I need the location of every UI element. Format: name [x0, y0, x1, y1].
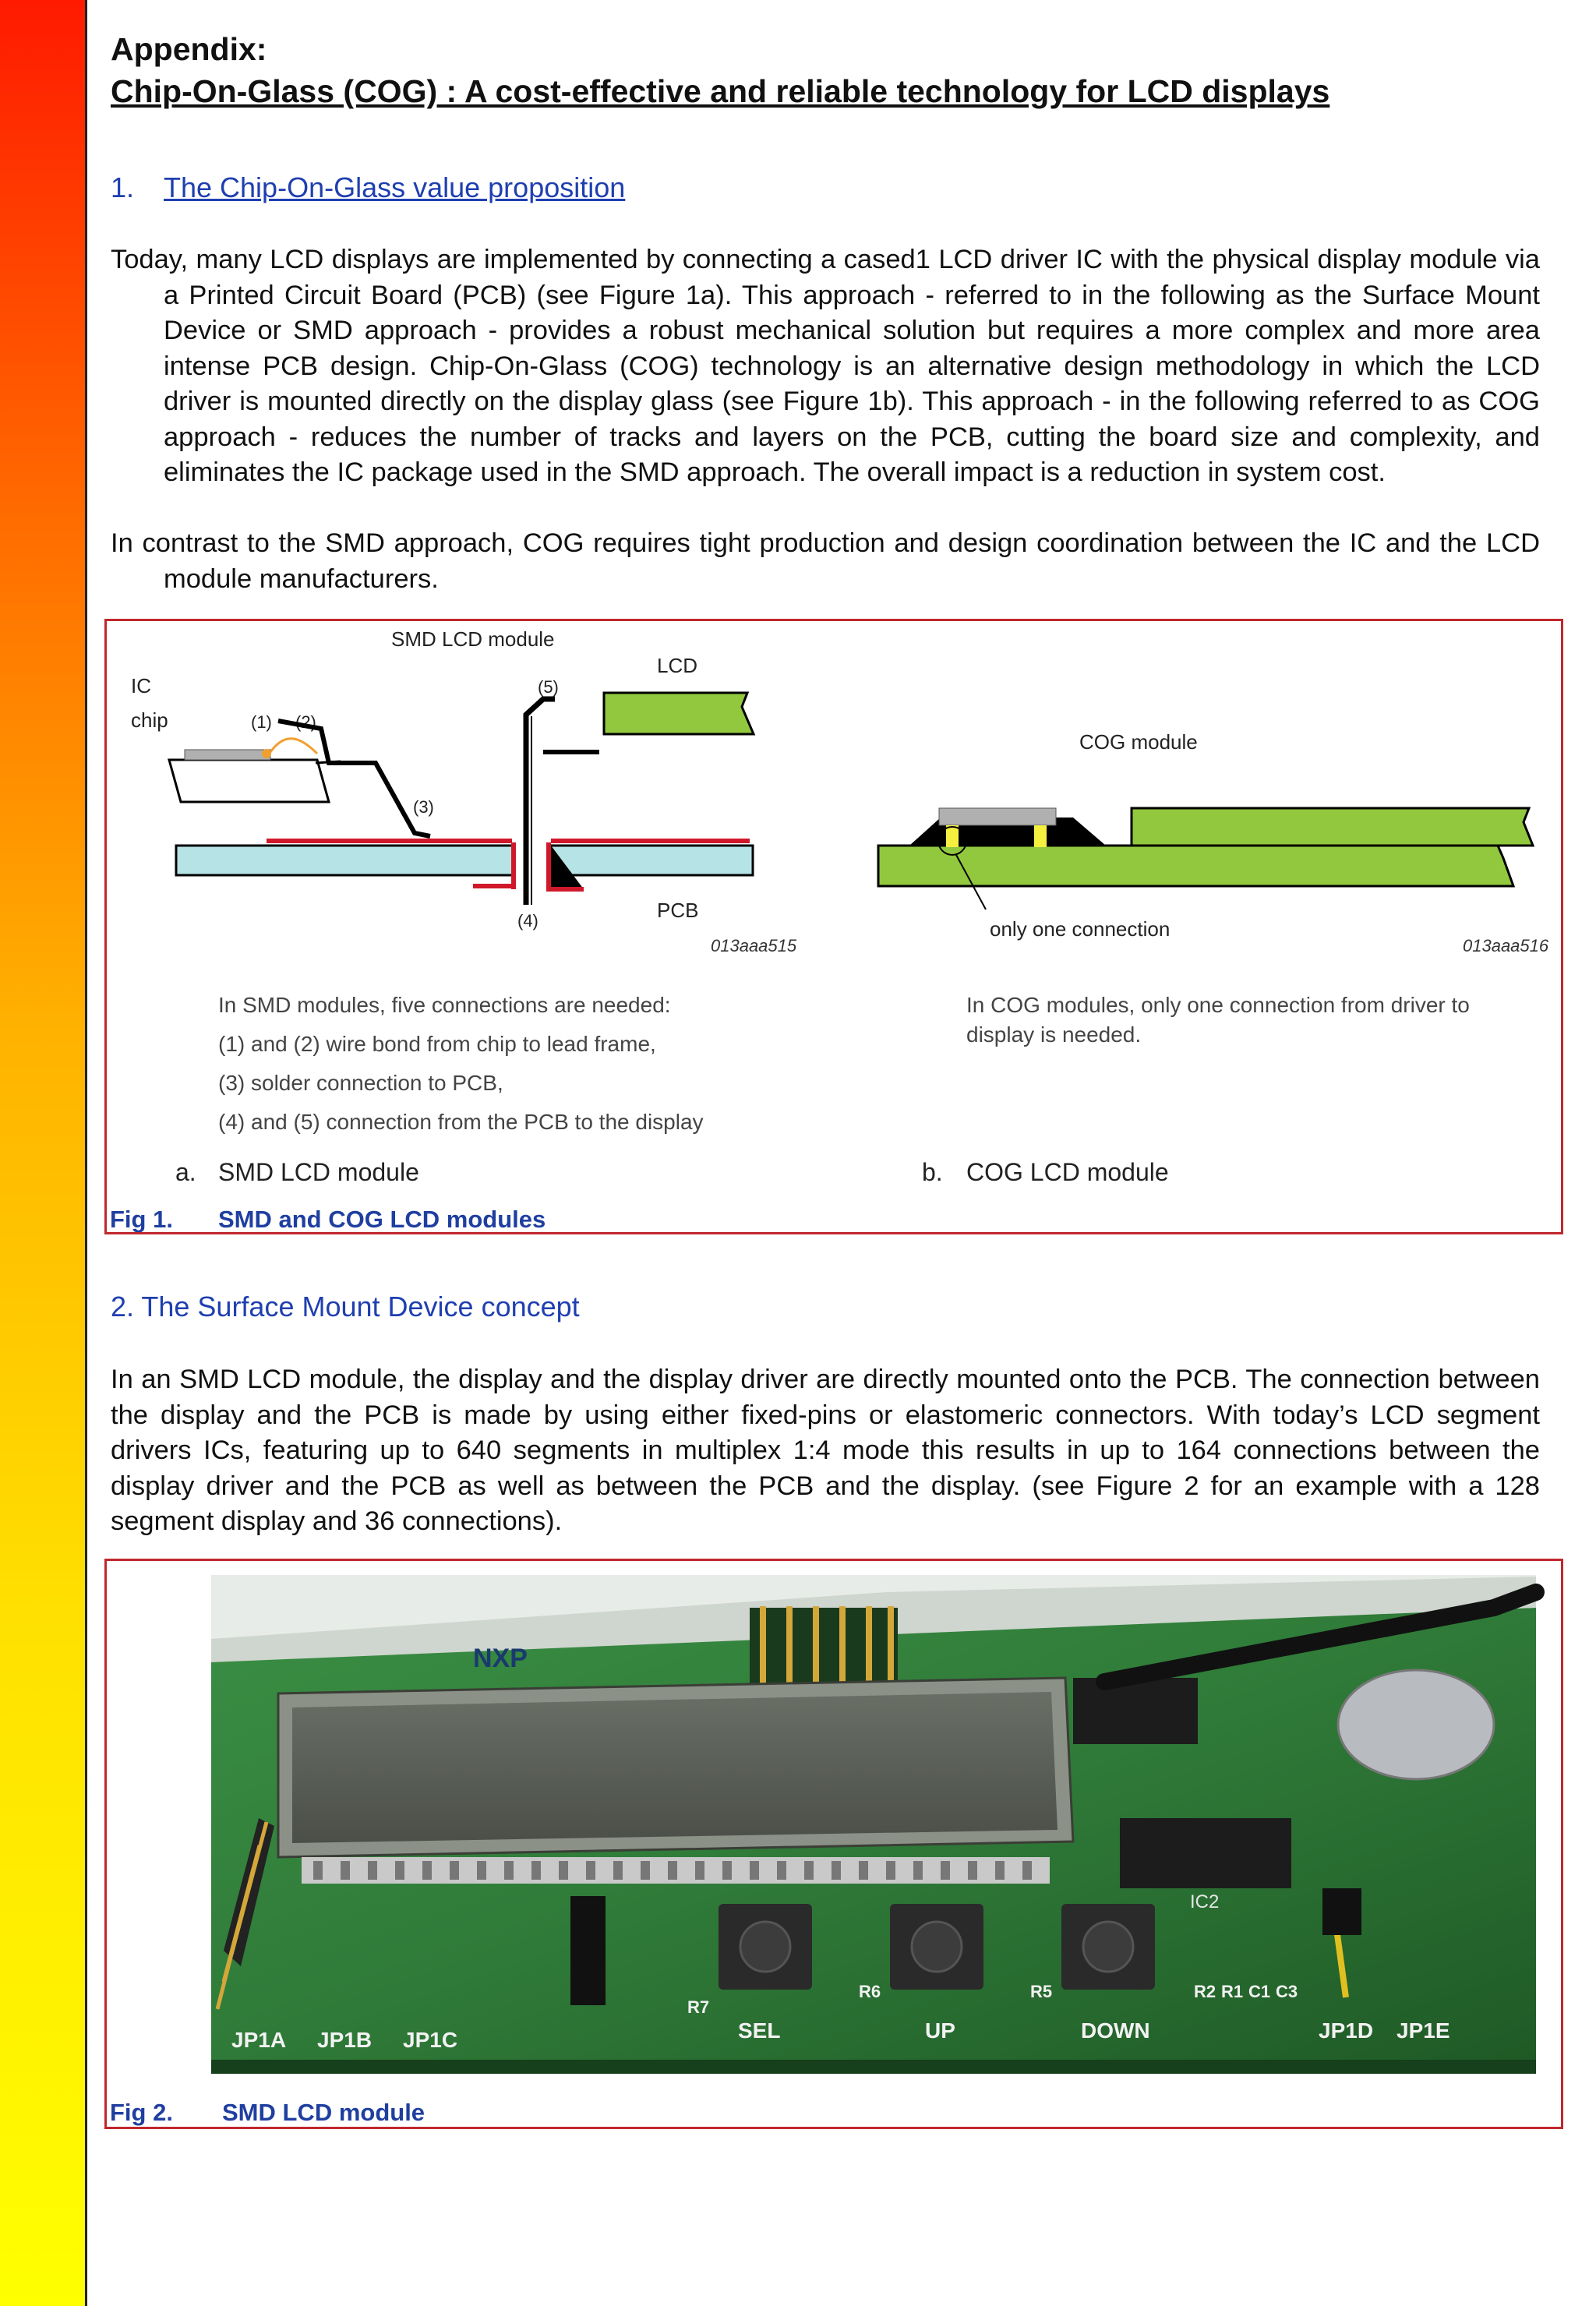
figure-code-b: 013aaa516 [1463, 936, 1549, 955]
board-logo: NXP [473, 1644, 528, 1673]
figure-1 [104, 619, 1563, 1234]
section-1-number: 1. [111, 171, 135, 203]
resistor-label-r5: R5 [1030, 1982, 1053, 2001]
jumper-block-right [1322, 1888, 1361, 1935]
document-title: Chip-On-Glass (COG) : A cost-effective and reliable technology for LCD displays [111, 73, 1330, 109]
figure-2-photo [107, 1561, 1561, 2127]
figure-2 [104, 1559, 1563, 2129]
figure-1-number: Fig 1. [110, 1206, 173, 1232]
subfigure-b-letter: b. [922, 1158, 943, 1186]
jumper-label-jp1a: JP1A [231, 2028, 287, 2052]
jumper-label-jp1b: JP1B [317, 2028, 373, 2052]
resistor-label-r7: R7 [687, 1997, 710, 2017]
button-down-graphic [1061, 1904, 1155, 1990]
smd-note-line-4: (4) and (5) connection from the PCB to the display [218, 1110, 704, 1134]
appendix-label: Appendix: [111, 31, 267, 67]
figure-1-diagram [107, 621, 1561, 1232]
part-label-c1: C1 [1248, 1982, 1271, 2001]
section-1-heading-link[interactable]: The Chip-On-Glass value proposition [164, 171, 626, 203]
part-label-c3: C3 [1276, 1982, 1298, 2001]
callout-5: (5) [538, 677, 559, 697]
smd-note-line-1: In SMD modules, five connections are needed: [218, 993, 671, 1017]
ic2-label: IC2 [1190, 1891, 1220, 1912]
lcd-label: LCD [657, 654, 698, 677]
lcd-connector-pins [302, 1857, 1050, 1884]
subfigure-b-label: COG LCD module [966, 1158, 1169, 1186]
section-2-paragraph: In an SMD LCD module, the display and the display driver are directly mounted onto the PCB. The connection between the display and the PCB is made by using either fixed-pins or elastomeric connectors. With today’s LCD segment drivers ICs, featuring up to 640 segments in multiplex 1:4 mode this results in up to 164 connections between the display driver and the PCB as well as between the PCB and the display. (see Figure 2 for an example with a 128 segment display and 36 connections). [111, 1365, 1540, 1536]
cog-module-drawing [878, 808, 1533, 909]
battery-holder [1338, 1670, 1494, 1779]
button-label-up: UP [925, 2018, 955, 2043]
figure-code-a: 013aaa515 [711, 936, 797, 955]
section-1-paragraph-2: In contrast to the SMD approach, COG requires tight production and design coordination between the IC and the LCD module manufacturers. [111, 528, 1540, 594]
cog-note-line-1: In COG modules, only one connection from driver to [966, 993, 1470, 1017]
figure-2-caption: SMD LCD module [222, 2099, 425, 2126]
jumper-label-jp1d: JP1D [1319, 2018, 1374, 2043]
subfigure-a-label: SMD LCD module [218, 1158, 419, 1186]
pcb-label: PCB [657, 899, 699, 922]
cog-note-line-2: display is needed. [966, 1022, 1142, 1047]
ic-label: IC [131, 674, 151, 697]
jumper-label-jp1e: JP1E [1396, 2018, 1450, 2043]
part-label-r2: R2 [1194, 1982, 1216, 2001]
callout-4: (4) [517, 911, 538, 931]
callout-2: (2) [295, 712, 316, 732]
driver-ic-ic2 [1120, 1818, 1291, 1888]
section-1-heading[interactable] [111, 171, 625, 204]
smd-note-line-2: (1) and (2) wire bond from chip to lead frame, [218, 1032, 656, 1056]
subfigure-a-letter: a. [175, 1158, 196, 1186]
resistor-label-r6: R6 [859, 1982, 881, 2001]
figure-1-caption: SMD and COG LCD modules [218, 1206, 546, 1232]
button-label-down: DOWN [1081, 2018, 1150, 2043]
ic-chip-package-drawing [169, 721, 430, 836]
cog-module-title: COG module [1079, 730, 1198, 754]
part-label-r1: R1 [1221, 1982, 1244, 2001]
smd-note-line-3: (3) solder connection to PCB, [218, 1071, 503, 1095]
jumper-block-left [570, 1896, 606, 2005]
jumper-label-jp1c: JP1C [403, 2028, 458, 2052]
section-2-heading: 2. The Surface Mount Device concept [111, 1291, 580, 1323]
figure-2-number: Fig 2. [110, 2099, 173, 2126]
only-one-connection-label: only one connection [990, 917, 1171, 941]
button-up-graphic [890, 1904, 983, 1990]
chip-label: chip [131, 708, 168, 732]
driver-ic-top [1073, 1678, 1198, 1744]
button-label-sel: SEL [738, 2018, 781, 2043]
section-1-paragraph-1: Today, many LCD displays are implemented by connecting a cased1 LCD driver IC with the physical display module via a Printed Circuit Board (PCB) (see Figure 1a). This approach - referred to in the following as the Surface Mount Device or SMD approach - provides a robust mechanical solution but requires a more complex and more area intense PCB design. Chip-On-Glass (COG) technology is an alternative design methodology in which the LCD driver is mounted directly on the display glass (see Figure 1b). This approach - in the following referred to as COG approach - reduces the number of tracks and layers on the PCB, cutting the board size and complexity, and eliminates the IC package used in the SMD approach. The overall impact is a reduction in system cost. [111, 245, 1540, 487]
smd-module-title: SMD LCD module [391, 627, 555, 651]
callout-3: (3) [413, 797, 434, 817]
callout-1: (1) [251, 712, 272, 732]
top-pin-header [750, 1606, 898, 1693]
button-sel-graphic [719, 1904, 812, 1990]
decorative-gradient-sidebar [0, 0, 87, 2306]
